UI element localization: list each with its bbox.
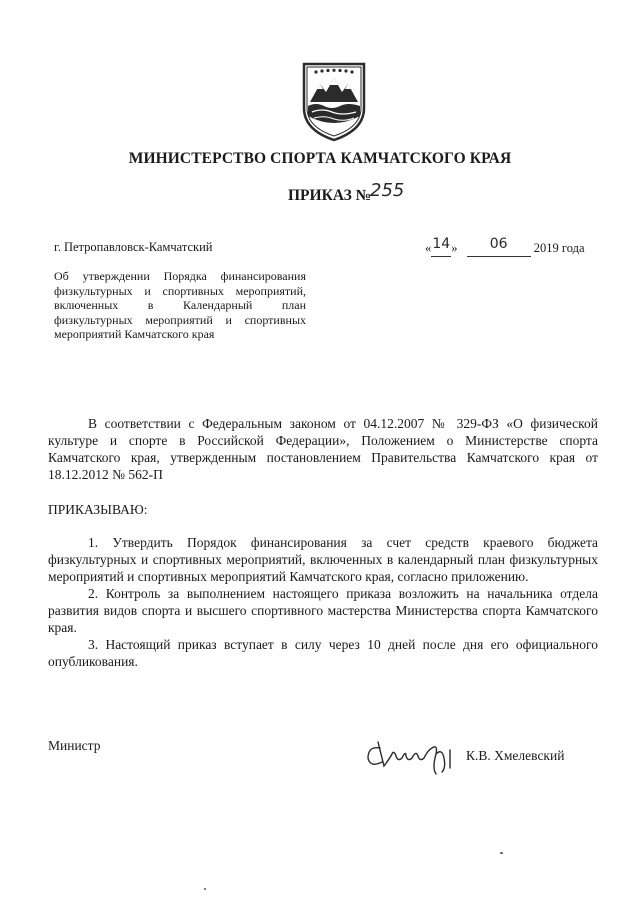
- decree-word: ПРИКАЗЫВАЮ:: [48, 502, 148, 517]
- scan-speck: [204, 888, 206, 890]
- order-title: ПРИКАЗ №: [288, 187, 372, 204]
- date-quote-open: «: [425, 241, 432, 255]
- signer-name: К.В. Хмелевский: [466, 748, 565, 763]
- order-item: 2. Контроль за выполнением настоящего приказа возложить на начальника отдела развития видов спорта и высшего спортивного мастерства Министерства спорта Камчатского края.: [48, 586, 598, 635]
- date-year: 2019 года: [533, 241, 585, 255]
- order-date: [425, 236, 585, 257]
- date-quote-close: »: [451, 241, 458, 255]
- order-item: 3. Настоящий приказ вступает в силу через 10 дней после дня его официального опубликования.: [48, 637, 598, 669]
- handwritten-signature-icon: [362, 728, 462, 776]
- kamchatka-coat-of-arms-icon: [298, 58, 370, 142]
- date-month: 06: [489, 236, 508, 252]
- preamble: В соответствии с Федеральным законом от 04.12.2007 № 329-ФЗ «О физической культуре и спорте в Российской Федерации», Положением о Министерстве спорта Камчатского края, утвержденным постановлением Правительства Камчатского края от 18.12.2012 № 562-П: [48, 416, 598, 482]
- order-items: [48, 534, 598, 670]
- city: г. Петропавловск-Камчатский: [54, 240, 213, 254]
- signer-role: Министр: [48, 738, 101, 753]
- order-subject: Об утверждении Порядка финансирования физкультурных и спортивных мероприятий, включенных в Календарный план физкультурных мероприятий и спортивных мероприятий Камчатского края: [54, 269, 306, 341]
- scan-speck: [500, 852, 503, 854]
- order-number: 255: [370, 180, 405, 201]
- order-item: 1. Утвердить Порядок финансирования за счет средств краевого бюджета физкультурных и спортивных мероприятий, включенных в календарный план физкультурных мероприятий и спортивных мероприятий Камчатского края, согласно приложению.: [48, 535, 598, 584]
- ministry-name: МИНИСТЕРСТВО СПОРТА КАМЧАТСКОГО КРАЯ: [128, 150, 512, 167]
- date-day: 14: [432, 236, 451, 252]
